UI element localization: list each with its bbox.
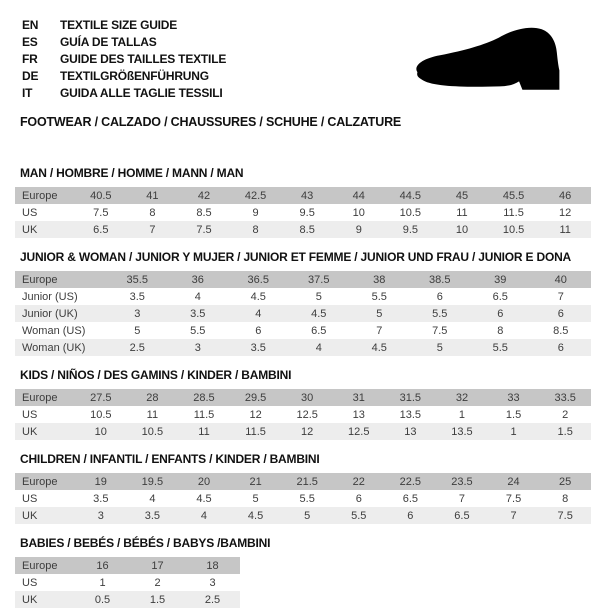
size-cell: 11 (456, 206, 468, 219)
size-table-section (15, 452, 600, 524)
size-cell: 6 (531, 305, 592, 322)
language-title: GUIDE DES TAILLES TEXTILE (60, 51, 227, 66)
size-cell: 8 (230, 221, 282, 238)
size-cell: 39 (470, 271, 531, 288)
size-cell: 7 (557, 290, 564, 303)
row-label: US (22, 492, 38, 505)
size-cell: 43 (281, 187, 333, 204)
language-title: GUIDA ALLE TAGLIE TESSILI (60, 85, 223, 100)
size-cell: 24 (488, 473, 540, 490)
row-label: UK (15, 591, 75, 608)
size-row (15, 221, 591, 238)
size-cell: 4 (149, 492, 156, 505)
size-cell: 6.5 (402, 492, 418, 505)
row-label: UK (15, 507, 75, 524)
size-cell: 11 (539, 221, 591, 238)
row-label: Woman (US) (22, 324, 86, 337)
language-code: EN (22, 17, 39, 32)
size-cell: 4 (228, 305, 289, 322)
size-table (15, 187, 591, 238)
size-cell: 6.5 (492, 290, 508, 303)
size-row (15, 507, 591, 524)
size-cell: 11.5 (503, 206, 524, 219)
size-cell: 1.5 (505, 408, 522, 421)
category-heading: FOOTWEAR / CALZADO / CHAUSSURES / SCHUHE / CALZATURE (20, 115, 402, 129)
size-row (15, 339, 591, 356)
size-row (15, 204, 591, 221)
size-row (15, 288, 591, 305)
size-table-section (15, 368, 600, 440)
size-cell: 23.5 (436, 473, 488, 490)
size-cell: 44.5 (385, 187, 437, 204)
size-cell: 7.5 (505, 492, 522, 505)
size-cell: 1 (99, 576, 106, 589)
row-label: UK (15, 221, 75, 238)
row-label: Europe (15, 473, 75, 490)
size-cell: 36.5 (228, 271, 289, 288)
size-cell: 5 (281, 507, 333, 524)
size-cell: 6 (255, 324, 262, 337)
size-cell: 3.5 (129, 290, 145, 303)
size-cell: 7.5 (432, 324, 448, 337)
size-cell: 5.5 (190, 324, 206, 337)
size-cell: 40 (531, 271, 592, 288)
language-code: DE (22, 68, 39, 83)
row-label: Europe (15, 187, 75, 204)
size-table-section (15, 250, 600, 356)
size-cell: 22 (333, 473, 385, 490)
row-label: Woman (UK) (15, 339, 107, 356)
size-header-row (15, 187, 591, 204)
size-cell: 18 (185, 557, 240, 574)
size-table (15, 557, 240, 608)
size-cell: 11.5 (193, 408, 215, 421)
size-cell: 42 (178, 187, 230, 204)
row-label: US (22, 408, 38, 421)
size-cell: 5.5 (299, 492, 315, 505)
size-cell: 8.5 (281, 221, 333, 238)
size-cell: 1 (458, 408, 466, 421)
size-cell: 5.5 (410, 305, 471, 322)
size-cell: 6 (355, 492, 362, 505)
size-cell: 6.5 (75, 221, 127, 238)
row-label: Europe (15, 557, 75, 574)
row-label: UK (15, 423, 75, 440)
size-cell: 35.5 (107, 271, 168, 288)
size-cell: 5 (349, 305, 410, 322)
size-cell: 28.5 (178, 389, 230, 406)
size-cell: 2 (562, 408, 569, 421)
size-header-row (15, 271, 591, 288)
size-cell: 4.5 (230, 507, 282, 524)
size-cell: 19 (75, 473, 127, 490)
size-cell: 45.5 (488, 187, 540, 204)
size-cell: 7.5 (539, 507, 591, 524)
size-cell: 25 (539, 473, 591, 490)
size-cell: 38.5 (410, 271, 471, 288)
row-label: US (22, 576, 38, 589)
table-title: KIDS / NIÑOS / DES GAMINS / KINDER / BAMBINI (20, 368, 292, 382)
size-table (15, 271, 591, 356)
size-cell: 10.5 (127, 423, 179, 440)
size-cell: 30 (281, 389, 333, 406)
size-cell: 6 (436, 290, 443, 303)
language-title: GUÍA DE TALLAS (60, 34, 157, 49)
size-cell: 4.5 (349, 339, 410, 356)
size-cell: 9.5 (385, 221, 437, 238)
size-cell: 3.5 (168, 305, 229, 322)
size-cell: 9 (252, 206, 259, 219)
size-cell: 1.5 (539, 423, 591, 440)
size-cell: 3.5 (93, 492, 109, 505)
size-cell: 36 (168, 271, 229, 288)
size-cell: 4.5 (250, 290, 266, 303)
language-code: FR (22, 51, 38, 66)
size-cell: 10.5 (399, 206, 422, 219)
size-cell: 32 (436, 389, 488, 406)
size-cell: 6 (470, 305, 531, 322)
size-cell: 42.5 (230, 187, 282, 204)
size-cell: 10 (352, 206, 365, 219)
size-cell: 27.5 (75, 389, 127, 406)
size-cell: 6.5 (436, 507, 488, 524)
size-cell: 4 (178, 507, 230, 524)
row-label: US (22, 206, 38, 219)
size-cell: 8.5 (553, 324, 569, 337)
size-cell: 11 (178, 423, 230, 440)
size-header-row (15, 473, 591, 490)
size-row (15, 305, 591, 322)
size-cell: 3.5 (228, 339, 289, 356)
size-cell: 7 (376, 324, 383, 337)
language-title: TEXTILE SIZE GUIDE (60, 17, 178, 32)
size-cell: 10.5 (488, 221, 540, 238)
table-title: CHILDREN / INFANTIL / ENFANTS / KINDER / BAMBINI (20, 452, 320, 466)
size-cell: 5 (315, 290, 322, 303)
size-cell: 31.5 (385, 389, 437, 406)
size-cell: 37.5 (289, 271, 350, 288)
size-cell: 1.5 (130, 591, 185, 608)
size-cell: 10 (75, 423, 127, 440)
size-cell: 9.5 (299, 206, 315, 219)
size-cell: 7.5 (178, 221, 230, 238)
size-cell: 9 (333, 221, 385, 238)
size-cell: 10.5 (90, 408, 112, 421)
size-cell: 21 (230, 473, 282, 490)
size-cell: 7 (127, 221, 179, 238)
size-cell: 4.5 (289, 305, 350, 322)
size-cell: 8 (149, 206, 156, 219)
size-cell: 33 (488, 389, 540, 406)
size-cell: 5.5 (333, 507, 385, 524)
size-cell: 1 (488, 423, 540, 440)
size-row (15, 574, 240, 591)
size-header-row (15, 389, 591, 406)
size-cell: 3 (209, 576, 216, 589)
row-label: Europe (15, 389, 75, 406)
size-cell: 3.5 (127, 507, 179, 524)
size-cell: 29.5 (230, 389, 282, 406)
size-cell: 5 (410, 339, 471, 356)
size-cell: 41 (127, 187, 179, 204)
size-cell: 10 (436, 221, 488, 238)
row-label: Junior (UK) (15, 305, 107, 322)
size-cell: 3 (75, 507, 127, 524)
size-cell: 11.5 (230, 423, 282, 440)
size-cell: 21.5 (281, 473, 333, 490)
size-cell: 7 (488, 507, 540, 524)
size-cell: 31 (333, 389, 385, 406)
size-cell: 12 (559, 206, 572, 219)
size-cell: 8 (562, 492, 569, 505)
size-cell: 5.5 (371, 290, 387, 303)
size-row (15, 406, 591, 423)
size-cell: 7.5 (93, 206, 109, 219)
size-table (15, 473, 591, 524)
size-cell: 2 (154, 576, 161, 589)
size-cell: 44 (333, 187, 385, 204)
size-table-section (15, 536, 600, 608)
size-cell: 3 (107, 305, 168, 322)
size-cell: 6.5 (311, 324, 327, 337)
size-cell: 2.5 (107, 339, 168, 356)
shoe-icon (392, 20, 589, 104)
size-table-section (15, 166, 600, 238)
size-row (15, 423, 591, 440)
size-cell: 16 (75, 557, 130, 574)
size-cell: 38 (349, 271, 410, 288)
table-title: MAN / HOMBRE / HOMME / MANN / MAN (20, 166, 244, 180)
size-cell: 5 (252, 492, 259, 505)
size-cell: 33.5 (539, 389, 591, 406)
size-cell: 13.5 (399, 408, 422, 421)
size-row (15, 322, 591, 339)
size-cell: 0.5 (75, 591, 130, 608)
size-cell: 5 (134, 324, 141, 337)
size-cell: 2.5 (185, 591, 240, 608)
size-cell: 20 (178, 473, 230, 490)
size-cell: 6 (531, 339, 592, 356)
size-cell: 8.5 (196, 206, 212, 219)
size-header-row (15, 557, 240, 574)
size-cell: 19.5 (127, 473, 179, 490)
size-cell: 13.5 (436, 423, 488, 440)
size-cell: 45 (436, 187, 488, 204)
size-cell: 8 (497, 324, 504, 337)
size-cell: 4.5 (196, 492, 212, 505)
size-cell: 12.5 (333, 423, 385, 440)
size-row (15, 490, 591, 507)
row-label: Europe (15, 271, 107, 288)
size-tables (15, 166, 600, 608)
row-label: Junior (US) (22, 290, 78, 303)
size-cell: 22.5 (385, 473, 437, 490)
size-cell: 13 (385, 423, 437, 440)
size-cell: 4 (194, 290, 201, 303)
table-title: BABIES / BEBÉS / BÉBÉS / BABYS /BAMBINI (20, 536, 271, 550)
size-cell: 7 (458, 492, 466, 505)
size-cell: 28 (127, 389, 179, 406)
size-cell: 11 (146, 408, 159, 421)
size-cell: 12.5 (296, 408, 318, 421)
size-table (15, 389, 591, 440)
size-cell: 3 (168, 339, 229, 356)
size-cell: 46 (539, 187, 591, 204)
table-title: JUNIOR & WOMAN / JUNIOR Y MUJER / JUNIOR ET FEMME / JUNIOR UND FRAU / JUNIOR E DONA (20, 250, 572, 264)
size-cell: 13 (352, 408, 365, 421)
language-code: IT (22, 85, 33, 100)
size-cell: 12 (249, 408, 262, 421)
language-title: TEXTILGRÖßENFÜHRUNG (60, 68, 209, 83)
size-cell: 17 (130, 557, 185, 574)
size-cell: 5.5 (470, 339, 531, 356)
language-code: ES (22, 34, 38, 49)
size-cell: 12 (281, 423, 333, 440)
size-cell: 6 (385, 507, 437, 524)
size-cell: 40.5 (75, 187, 127, 204)
size-cell: 4 (289, 339, 350, 356)
